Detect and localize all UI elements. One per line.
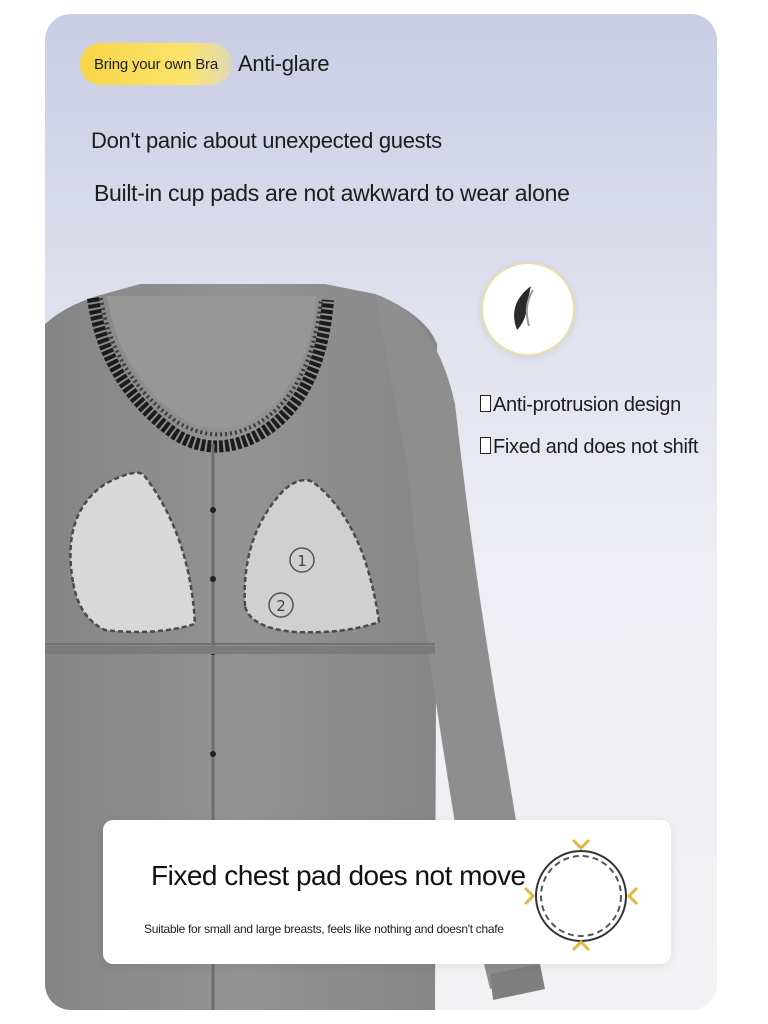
panel-subtitle: Suitable for small and large breasts, feels like nothing and doesn't chafe [144,922,504,936]
headline-title: Anti-glare [237,51,330,76]
feature-anti-protrusion: Anti-protrusion design [480,394,681,417]
bullet-box-icon [480,395,491,412]
product-detail-card [45,14,717,1010]
cup-pad-profile-icon [483,264,573,354]
fixed-pad-info-panel [103,820,671,964]
panel-title: Fixed chest pad does not move [151,860,526,891]
feature-fixed-no-shift: Fixed and does not shift [480,436,698,459]
badge-label: Bring your own Bra [94,55,218,73]
svg-text:2: 2 [276,597,286,615]
headline-row [80,42,329,86]
secure-fit-ring-icon [517,834,645,954]
svg-text:1: 1 [297,552,307,570]
bring-your-own-bra-badge [80,43,232,85]
cup-pad-thumbnail [481,262,575,356]
bullet-box-icon [480,437,491,454]
tagline-built-in-cup-pads: Built-in cup pads are not awkward to wear alone [94,180,570,206]
tagline-unexpected-guests: Don't panic about unexpected guests [91,128,442,153]
